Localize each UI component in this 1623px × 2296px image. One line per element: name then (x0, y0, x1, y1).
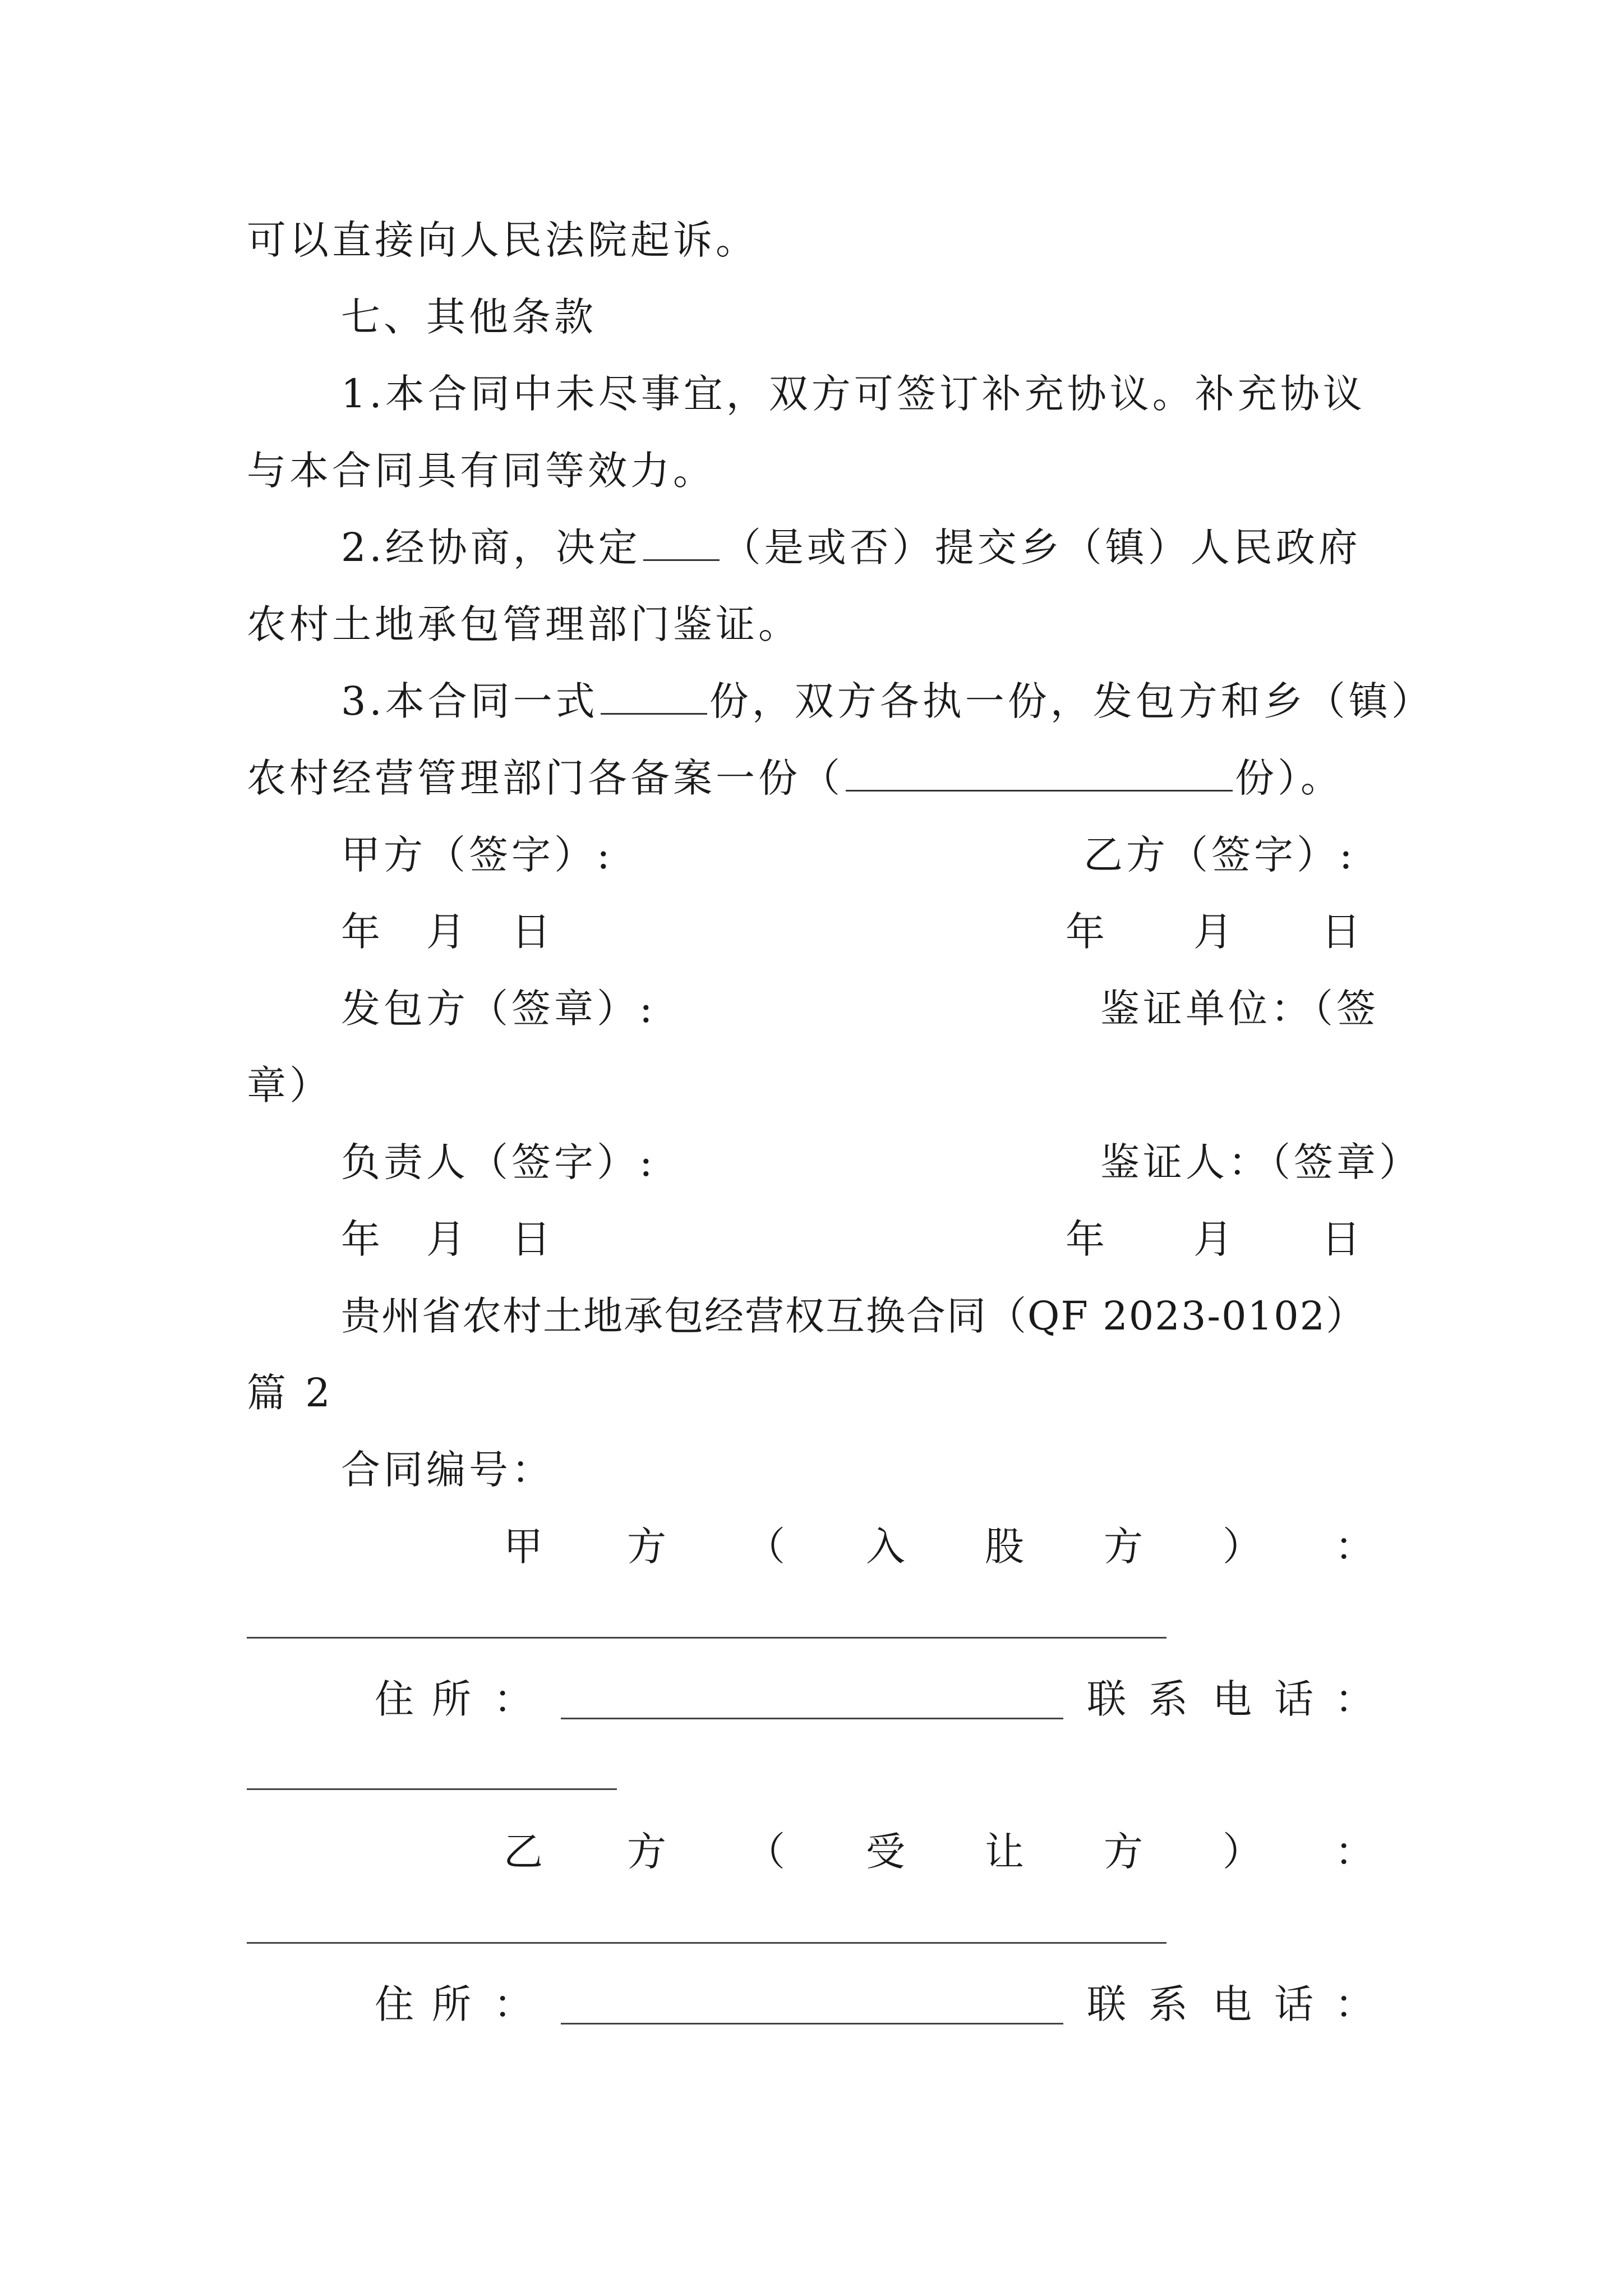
label-char: 方 (1104, 1524, 1143, 1570)
label-char: ： (494, 1676, 533, 1722)
label-char: 受 (866, 1829, 905, 1875)
paragraph-line: 可以直接向人民法院起诉。 (247, 217, 758, 263)
label-char: 住 (375, 1981, 414, 2027)
certification-unit-cont: 章） (247, 1062, 332, 1108)
label-char: 乙 (504, 1829, 543, 1875)
paragraph-line: 与本合同具有同等效力。 (247, 448, 716, 494)
label-char: 方 (627, 1829, 666, 1875)
label-char: 话 (1274, 1981, 1313, 2027)
label-char: ： (1335, 1524, 1374, 1570)
text-segment: 3.本合同一式 (341, 678, 598, 724)
text-segment: （是或否）提交乡（镇）人民政府 (721, 524, 1361, 570)
certification-unit: 鉴证单位：（签 (1100, 986, 1379, 1032)
principal-signature: 负责人（签字）: (341, 1139, 656, 1185)
text-segment: 农村经营管理部门各备案一份（ (247, 755, 843, 801)
signature-date: 年 月 日 (1066, 1216, 1364, 1262)
party-a-signature: 甲方（签字）: (341, 832, 614, 878)
label-char: ： (494, 1981, 533, 2027)
address-fill-line[interactable] (561, 2023, 1063, 2024)
label-char: 联 (1087, 1981, 1126, 2027)
fill-blank[interactable] (846, 755, 1233, 792)
party-b-label (0, 1824, 1623, 1880)
label-char: ） (1223, 1524, 1262, 1570)
fill-blank[interactable] (643, 524, 720, 561)
label-char: 所 (432, 1676, 471, 1722)
party-a-label (0, 1519, 1623, 1575)
label-char: （ (746, 1524, 785, 1570)
phone-fill-line[interactable] (247, 1788, 617, 1790)
paragraph-line: 1.本合同中未尽事宜，双方可签订补充协议。补充协议 (341, 371, 1366, 417)
label-char: 系 (1149, 1676, 1188, 1722)
label-char: 系 (1149, 1981, 1188, 2027)
section-heading: 七、其他条款 (341, 294, 597, 340)
paragraph-line: 农村土地承包管理部门鉴证。 (247, 601, 801, 647)
label-char: ： (1335, 1829, 1374, 1875)
label-char: 电 (1212, 1676, 1252, 1722)
text-segment: 2.经协商，决定 (341, 524, 641, 570)
certifier-signature: 鉴证人：（签章） (1100, 1139, 1422, 1185)
text-segment: 份）。 (1235, 755, 1343, 801)
label-char: 方 (1104, 1829, 1143, 1875)
label-char: （ (746, 1829, 785, 1875)
label-char: 所 (432, 1981, 471, 2027)
signature-date: 年 月 日 (1066, 909, 1364, 955)
label-char: ） (1223, 1829, 1262, 1875)
contract-title-cont: 篇 2 (247, 1370, 334, 1416)
text-segment: 份，双方各执一份，发包方和乡（镇） (709, 678, 1434, 724)
address-fill-line[interactable] (561, 1718, 1063, 1719)
signature-date: 年 月 日 (341, 909, 554, 955)
issuer-seal: 发包方（签章）: (341, 986, 656, 1032)
contract-title: 贵州省农村土地承包经营权互换合同（QF 2023-0102） (341, 1293, 1367, 1339)
signature-date: 年 月 日 (341, 1216, 554, 1262)
label-char: 住 (375, 1676, 414, 1722)
label-char: 让 (985, 1829, 1024, 1875)
label-char: ： (1335, 1676, 1374, 1722)
fill-blank[interactable] (601, 678, 707, 715)
label-char: 联 (1087, 1676, 1126, 1722)
paragraph-line (247, 750, 1385, 806)
label-char: ： (1335, 1981, 1374, 2027)
fill-line[interactable] (247, 1942, 1166, 1944)
contract-number-label: 合同编号： (341, 1447, 554, 1493)
label-char: 方 (627, 1524, 666, 1570)
label-char: 入 (866, 1524, 905, 1570)
label-char: 甲 (504, 1524, 543, 1570)
party-b-signature: 乙方（签字）: (1083, 832, 1356, 878)
paragraph-line (341, 673, 1434, 729)
label-char: 话 (1274, 1676, 1313, 1722)
label-char: 电 (1212, 1981, 1252, 2027)
label-char: 股 (985, 1524, 1024, 1570)
fill-line[interactable] (247, 1637, 1166, 1639)
paragraph-line (341, 519, 1385, 576)
